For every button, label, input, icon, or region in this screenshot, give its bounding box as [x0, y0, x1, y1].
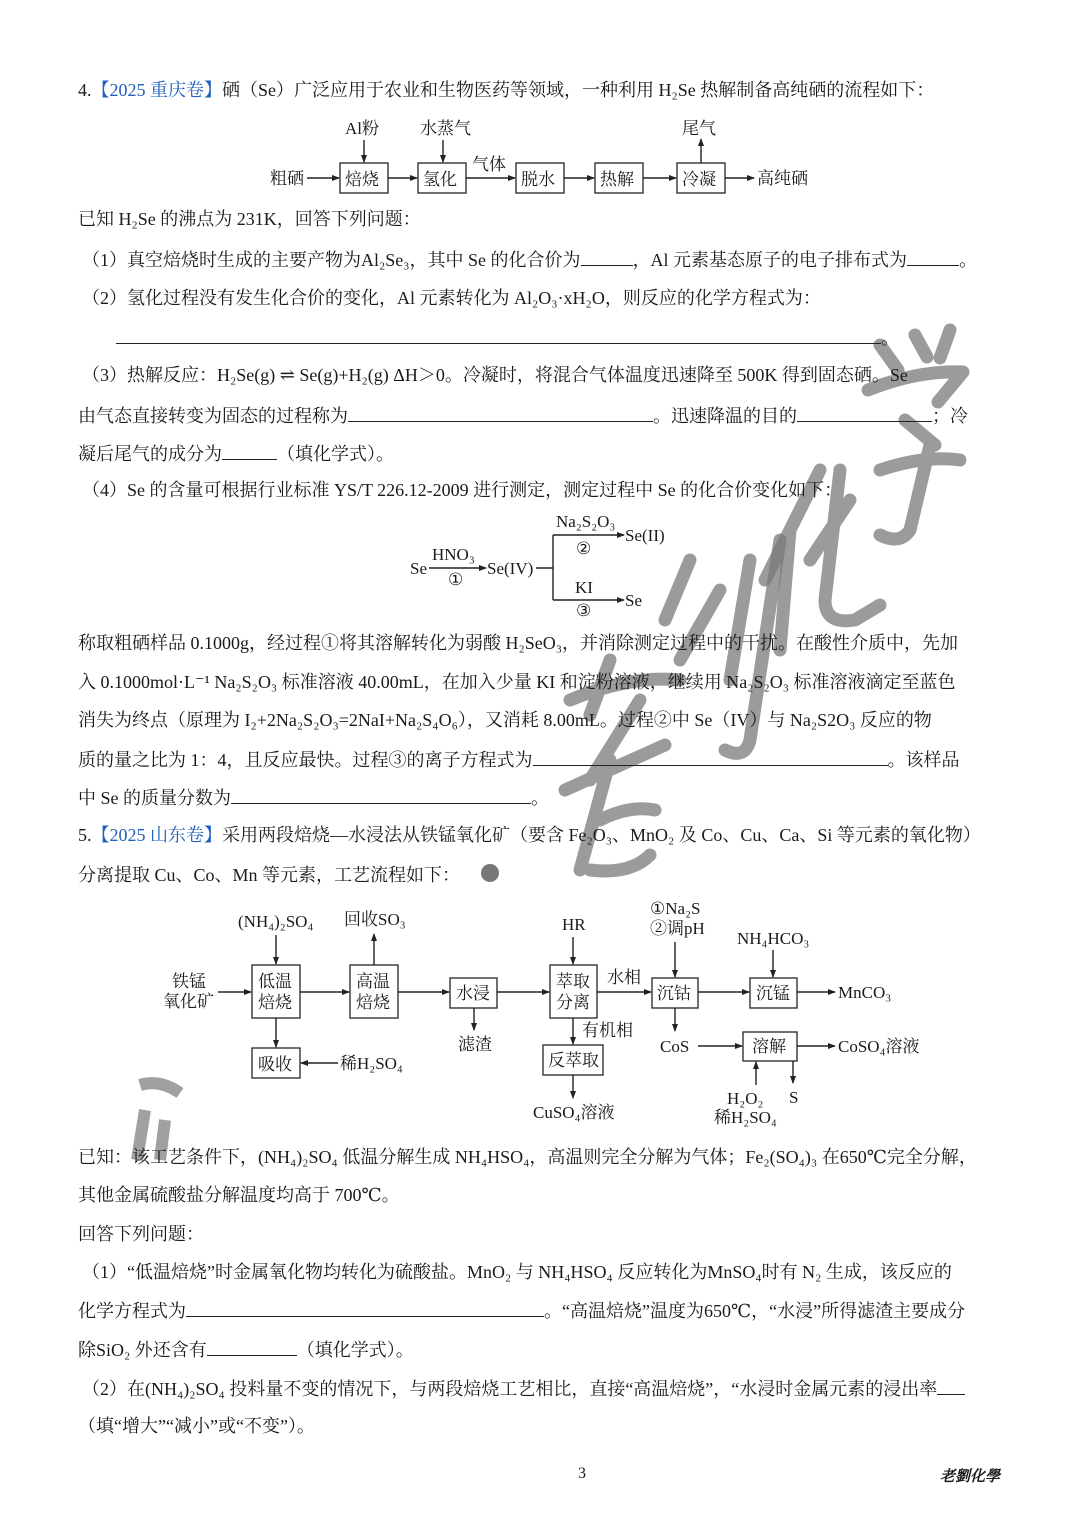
text: 。该样品: [887, 750, 960, 770]
flow-label: HNO₃: [432, 545, 475, 564]
q4-valence-diagram: [410, 512, 665, 620]
text: （填化学式）。: [296, 1340, 414, 1360]
flow-label: 气体: [472, 155, 506, 174]
flow-label: Al粉: [345, 119, 379, 138]
flow-label: S: [789, 1088, 799, 1107]
flow-box-label: 焙烧: [258, 993, 292, 1012]
flow-label: KI: [575, 578, 593, 597]
flow-label: HR: [562, 915, 586, 934]
text: 除SiO₂ 外还含有: [78, 1340, 207, 1360]
flow-label: Se: [410, 559, 427, 578]
q4-number: 4.: [78, 80, 92, 100]
q5-number: 5.: [78, 825, 92, 845]
flow-box-label: 低温: [258, 972, 292, 991]
flow-label: 粗硒: [270, 169, 304, 188]
q4-part3-line1: （3）热解反应：H₂Se(g) ⇌ Se(g)+H₂(g) ΔH＞0。冷凝时，将混合气体温度迅速降至 500K 得到固态硒。Se: [82, 365, 908, 385]
flow-box-label: 吸收: [258, 1055, 292, 1074]
flow-box-label: 冷凝: [682, 170, 716, 189]
q4-part2: （2）氢化过程没有发生化合价的变化，Al 元素转化为 Al₂O₃·xH₂O，则反应的化学方程式为：: [82, 288, 821, 308]
flow-label: ②: [576, 539, 592, 558]
q5-known-line1: 已知：该工艺条件下，(NH₄)₂SO₄ 低温分解生成 NH₄HSO₄，高温则完全分解为气体；Fe₂(SO₄)₃ 在650℃完全分解，: [78, 1147, 977, 1167]
flow-label: ②调pH: [650, 919, 705, 938]
flow-label: ③: [576, 601, 592, 620]
text: ，Al 元素基态原子的电子排布式为: [632, 250, 908, 270]
q5-part1-line1: （1）“低温焙烧”时金属氧化物均转化为硫酸盐。MnO₂ 与 NH₄HSO₄ 反应转化为MnSO₄时有 N₂ 生成，该反应的: [82, 1262, 952, 1282]
flow-label: H₂O₂: [727, 1089, 764, 1108]
flow-label: 滤渣: [458, 1035, 492, 1054]
q5-part2-line2: （填“增大”“减小”或“不变”）。: [78, 1416, 315, 1436]
flow-box-label: 焙烧: [345, 170, 379, 189]
flow-label: 水相: [607, 968, 641, 987]
flow-label: CoSO₄溶液: [838, 1037, 920, 1056]
text: 凝后尾气的成分为: [78, 444, 222, 464]
flow-box-label: 反萃取: [548, 1051, 599, 1070]
q5-known-line2: 其他金属硫酸盐分解温度均高于 700℃。: [78, 1185, 400, 1205]
q5-intro-line2: 分离提取 Cu、Co、Mn 等元素，工艺流程如下：: [78, 865, 461, 885]
flow-label: NH₄HCO₃: [737, 929, 810, 948]
q4-para-line2: 入 0.1000mol·L⁻¹ Na₂S₂O₃ 标准溶液 40.00mL，在加入少量 KI 和淀粉溶液，继续用 Na₂S₂O₃ 标准溶液滴定至蓝色: [78, 672, 956, 692]
q4-part4: （4）Se 的含量可根据行业标准 YS/T 226.12-2009 进行测定，测定过程中 Se 的化合价变化如下：: [82, 480, 843, 500]
flow-label: 有机相: [582, 1021, 633, 1040]
flow-box-label: 沉锰: [756, 984, 790, 1003]
text: 采用两段焙烧—水浸法从铁锰氧化矿（要含 Fe₂O₃、MnO₂ 及 Co、Cu、Ca、Si 等元素的氧化物）: [222, 825, 981, 845]
q4-known: 已知 H₂Se 的沸点为 231K，回答下列问题：: [78, 209, 421, 229]
q4-intro-text: 硒（Se）广泛应用于农业和生物医药等领域，一种利用 H₂Se 热解制备高纯硒的流程如下：: [222, 80, 935, 100]
page-number: 3: [578, 1465, 586, 1482]
flow-box-label: 沉钴: [657, 984, 691, 1003]
flow-box-label: 高温: [356, 972, 390, 991]
q4-process-flow: [270, 119, 808, 193]
text: 。“高温焙烧”温度为650℃，“水浸”所得滤渣主要成分: [544, 1301, 966, 1321]
text: 中 Se 的质量分数为: [78, 788, 231, 808]
flow-label: 稀H₂SO₄: [340, 1054, 403, 1073]
flow-label: ①Na₂S: [650, 899, 701, 918]
text: （填化学式）。: [277, 444, 394, 464]
text: （2）在(NH₄)₂SO₄ 投料量不变的情况下，与两段焙烧工艺相比，直接“高温焙烧”，“水浸时金属元素的浸出率: [82, 1379, 938, 1399]
text: 。: [959, 250, 978, 270]
text: 。: [531, 788, 549, 808]
flow-label: Se(IV): [487, 559, 534, 578]
q5-answer-heading: 回答下列问题：: [78, 1224, 204, 1244]
flow-label: 尾气: [682, 119, 716, 138]
q5-process-flow: [163, 899, 920, 1127]
q4-para-line3: 消失为终点（原理为 I₂+2Na₂S₂O₃=2NaI+Na₂S₄O₆），又消耗 8.00mL。过程②中 Se（IV）与 Na₂S2O₃ 反应的物: [78, 710, 932, 730]
flow-label: CoS: [660, 1037, 690, 1056]
text: （1）真空焙烧时生成的主要产物为Al₂Se₃，其中 Se 的化合价为: [82, 250, 581, 270]
text: 质的量之比为 1：4，且反应最快。过程③的离子方程式为: [78, 750, 533, 770]
flow-box-label: 热解: [600, 170, 634, 189]
text: 。迅速降温的目的: [653, 406, 797, 426]
flow-label: 水蒸气: [420, 119, 471, 138]
flow-label: (NH₄)₂SO₄: [238, 912, 314, 931]
flow-label: ①: [448, 570, 464, 589]
q5-source: 【2025 山东卷】: [91, 825, 222, 845]
q4-source: 【2025 重庆卷】: [91, 80, 222, 100]
footer-brand: 老劉化學: [940, 1469, 1001, 1485]
flow-box-label: 水浸: [456, 984, 490, 1003]
text: 。: [881, 328, 899, 348]
flow-box-label: 分离: [556, 993, 590, 1012]
flow-label: 回收SO₃: [344, 910, 406, 929]
flow-label: 高纯硒: [757, 169, 808, 188]
flow-label: Na₂S₂O₃: [556, 512, 616, 531]
flow-box-label: 溶解: [752, 1037, 786, 1056]
text: 由气态直接转变为固态的过程称为: [78, 406, 348, 426]
text: ；冷: [932, 406, 968, 426]
flow-label: 铁锰: [172, 972, 206, 991]
flow-box-label: 萃取: [556, 972, 590, 991]
flow-box-label: 脱水: [521, 170, 555, 189]
flow-box-label: 焙烧: [356, 993, 390, 1012]
flow-label: 稀H₂SO₄: [714, 1108, 777, 1127]
flow-label: Se: [625, 591, 642, 610]
flow-label: CuSO₄溶液: [533, 1103, 615, 1122]
flow-box-label: 氢化: [423, 170, 457, 189]
flow-label: MnCO₃: [838, 983, 892, 1002]
flow-label: Se(II): [625, 526, 665, 545]
q4-para-line1: 称取粗硒样品 0.1000g，经过程①将其溶解转化为弱酸 H₂SeO₃，并消除测定过程中的干扰。在酸性介质中，先加: [78, 633, 959, 653]
flow-label: 氧化矿: [163, 992, 214, 1011]
text: 化学方程式为: [78, 1301, 186, 1321]
